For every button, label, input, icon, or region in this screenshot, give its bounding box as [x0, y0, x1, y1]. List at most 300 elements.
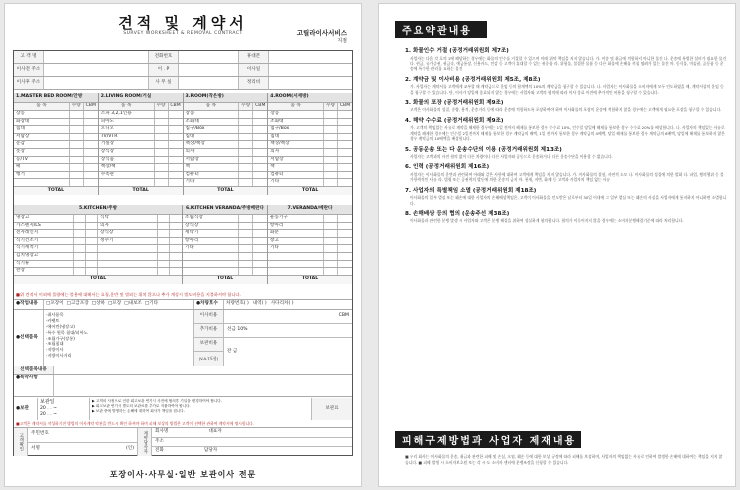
qty-cell[interactable] — [324, 111, 338, 118]
cell-field[interactable] — [269, 51, 352, 63]
qty-cell[interactable] — [158, 238, 170, 245]
pickup-field[interactable] — [179, 64, 239, 76]
qty-cell[interactable] — [239, 111, 253, 118]
qty-cell[interactable] — [239, 253, 253, 260]
cbm-cell[interactable] — [170, 215, 182, 222]
col-header: 수량 — [239, 103, 253, 110]
item-label: 거실장 — [99, 141, 155, 148]
company-address-row[interactable] — [152, 438, 352, 448]
qty-cell[interactable] — [155, 111, 169, 118]
col-header: 품 목 — [14, 103, 70, 110]
table-row — [183, 245, 267, 253]
room-header: 2.LIVING ROOM/거실 — [99, 93, 183, 103]
table-row — [268, 253, 352, 261]
move-date-label: 이사일 — [239, 64, 269, 76]
qty-cell[interactable] — [158, 223, 170, 230]
cbm-cell[interactable] — [169, 164, 183, 171]
phone-field[interactable] — [179, 51, 239, 63]
customer-name-field[interactable] — [44, 51, 149, 63]
cbm-cell[interactable] — [253, 245, 267, 252]
item-label: 장식품 — [99, 157, 155, 164]
term-section — [405, 145, 727, 160]
storage-notes — [90, 398, 312, 420]
cbm-cell[interactable] — [253, 149, 267, 156]
remark-label: ●특약사항 — [14, 375, 54, 396]
work-type-option[interactable]: □고급포장 — [66, 301, 89, 307]
qty-cell[interactable] — [324, 126, 338, 133]
item-label — [14, 179, 70, 186]
cbm-cell[interactable] — [169, 119, 183, 126]
qty-cell[interactable] — [158, 245, 170, 252]
cbm-cell[interactable] — [253, 179, 267, 186]
table-row — [268, 141, 352, 149]
table-row — [183, 268, 267, 276]
company-name-row[interactable] — [152, 428, 352, 438]
charge-item[interactable]: ·특수 원목 침대/피아노 — [46, 329, 88, 335]
qty-cell[interactable] — [155, 164, 169, 171]
table-row — [183, 223, 267, 231]
cbm-cell[interactable] — [338, 238, 352, 245]
cbm-cell[interactable] — [253, 134, 267, 141]
qty-cell[interactable] — [239, 230, 253, 237]
item-label — [268, 253, 324, 260]
item-label: 책상/책장 — [268, 141, 324, 148]
work-type-option[interactable]: □내보조 — [124, 301, 142, 307]
qty-cell[interactable] — [324, 149, 338, 156]
special-label: 선택품목내용 — [14, 366, 54, 374]
storage-to: 20 . . ~ — [40, 412, 57, 418]
qty-cell[interactable] — [70, 141, 84, 148]
qty-cell[interactable] — [239, 261, 253, 268]
qty-cell[interactable] — [70, 164, 84, 171]
cbm-cell[interactable] — [253, 261, 267, 268]
term-body: 사업자는 이사화물의 운반과 관련하여 아래와 같은 사항에 대하여 고객에게 책임을 지지 않습니다. 가. 이사화물의 결함, 자연적 소모 나. 이사화물의 성질에 의한 발화 다. 파업, 쟁의행위 등 불가항력적인 사유 라. 법령 또는 공권력의 발동에 의한 운송의 금지 마. 천재, 지변, 화재 등 고객과 사업자의 책임 없는 사유 — [410, 171, 724, 183]
cbm-cell[interactable] — [169, 134, 183, 141]
storage-period[interactable] — [38, 398, 90, 420]
table-row — [14, 164, 98, 172]
charge-item[interactable]: ·조립가구(장롱) — [46, 335, 75, 341]
room-section — [14, 93, 99, 195]
qty-cell[interactable] — [158, 253, 170, 260]
qty-cell[interactable] — [74, 245, 86, 252]
vehicle-field[interactable]: 사다리차( ) — [270, 301, 294, 307]
work-type-option[interactable]: □포장이 — [46, 301, 64, 307]
qty-cell[interactable] — [155, 126, 169, 133]
qty-cell[interactable] — [155, 119, 169, 126]
cbm-cell[interactable] — [338, 245, 352, 252]
room-total: TOTAL — [184, 187, 268, 195]
table-row — [268, 134, 352, 142]
item-label: 찬장 — [14, 268, 74, 275]
charge-item[interactable]: ·지방이사거리 — [46, 353, 72, 359]
vehicle-field[interactable]: 내역( ) — [252, 301, 267, 307]
cbm-cell[interactable] — [253, 111, 267, 118]
table-row — [184, 149, 268, 157]
special-field[interactable] — [54, 366, 352, 374]
kitchen-total: TOTAL — [183, 276, 267, 284]
table-row — [14, 111, 98, 119]
qty-cell[interactable] — [155, 141, 169, 148]
qty-cell[interactable] — [158, 230, 170, 237]
cbm-cell[interactable] — [338, 253, 352, 260]
work-type-option[interactable]: □상하 — [91, 301, 105, 307]
customer-sign-row[interactable] — [28, 443, 137, 457]
item-label: 화분 — [268, 230, 324, 237]
table-row — [14, 179, 98, 187]
customer-id-row[interactable] — [28, 428, 137, 443]
cbm-cell[interactable] — [338, 261, 352, 268]
qty-cell[interactable] — [155, 134, 169, 141]
item-label: 장식장 — [183, 223, 239, 230]
table-row — [268, 172, 352, 180]
notice-row — [14, 291, 352, 310]
cbm-cell[interactable] — [338, 126, 352, 133]
item-label: 책장/책 — [99, 164, 155, 171]
term-section — [405, 116, 727, 142]
worksheet-page — [4, 3, 362, 487]
qty-cell[interactable] — [324, 172, 338, 179]
cbm-cell[interactable] — [253, 126, 267, 133]
cbm-cell[interactable] — [86, 253, 98, 260]
item-label: 운동기구 — [268, 215, 324, 222]
company-address-label: 주소 — [155, 438, 164, 444]
cbm-cell[interactable] — [84, 157, 98, 164]
cbm-cell[interactable] — [86, 261, 98, 268]
qty-cell[interactable] — [158, 261, 170, 268]
storage-date-label: 보관일 — [40, 399, 55, 405]
table-row — [99, 179, 183, 187]
col-header: 수량 — [324, 103, 338, 110]
office-field[interactable] — [179, 77, 239, 89]
qty-cell[interactable] — [324, 215, 338, 222]
cbm-cell[interactable] — [86, 245, 98, 252]
work-type-option[interactable]: □포장 — [107, 301, 122, 307]
cbm-cell[interactable] — [169, 179, 183, 186]
item-label: 조립식장 — [183, 215, 239, 222]
qty-cell[interactable] — [74, 261, 86, 268]
cbm-cell[interactable] — [169, 111, 183, 118]
qty-cell[interactable] — [239, 179, 253, 186]
item-label: 침구/Box — [268, 126, 324, 133]
qty-cell[interactable] — [324, 238, 338, 245]
cbm-cell[interactable] — [170, 268, 182, 275]
qty-cell[interactable] — [324, 179, 338, 186]
table-row — [268, 164, 352, 172]
table-row — [268, 230, 352, 238]
charge-item[interactable]: ·카펫트 — [46, 317, 60, 323]
qty-cell[interactable] — [239, 149, 253, 156]
cbm-cell[interactable] — [338, 111, 352, 118]
qty-cell[interactable] — [324, 157, 338, 164]
balance-label: 잔 금 — [227, 348, 238, 354]
cbm-cell[interactable] — [84, 126, 98, 133]
term-section — [405, 162, 727, 182]
qty-cell[interactable] — [239, 141, 253, 148]
item-label: 기타 — [183, 245, 239, 252]
charge-item[interactable]: ·조립침대 — [46, 341, 64, 347]
table-row — [184, 134, 268, 142]
table-row — [14, 230, 182, 238]
qty-cell[interactable] — [70, 157, 84, 164]
work-type-options[interactable] — [44, 300, 194, 309]
office-label: 사 무 실 — [149, 77, 179, 89]
cbm-cell[interactable] — [84, 149, 98, 156]
remark-field[interactable] — [54, 375, 352, 396]
person-in-charge-label: 담당자 — [203, 448, 218, 454]
table-row — [99, 126, 183, 134]
remarks-block — [14, 366, 352, 397]
charge-item[interactable]: ·에어컨(냉장고) — [46, 323, 75, 329]
cbm-cell[interactable] — [338, 164, 352, 171]
customer-seal: (인) — [125, 445, 134, 451]
cbm-cell[interactable] — [86, 215, 98, 222]
cbm-cell[interactable] — [338, 141, 352, 148]
form-frame — [13, 50, 353, 456]
qty-cell[interactable] — [324, 223, 338, 230]
contract-note: ■고객은 계약서를 작성하기전 방법의 이사계약 약관을 반드시 확인 하셔야 하며 피해 보상의 방법은 고객이 선택한 관하여 계약서에 명시합니다. — [16, 420, 255, 426]
cbm-cell[interactable] — [170, 261, 182, 268]
term-body: 이사화물과 관련한 분쟁 발생 시 사업자와 고객은 분쟁 해결을 위하여 성실하게 협의합니다. 협의가 이루어지지 않을 경우에는 소비자분쟁해결기준에 따라 처리합니다. — [410, 218, 684, 224]
form-title: 견적 및 계약서 — [118, 14, 248, 32]
table-row — [183, 230, 267, 238]
qty-cell[interactable] — [155, 149, 169, 156]
table-row — [14, 126, 98, 134]
room-col-header — [99, 103, 183, 111]
qty-cell[interactable] — [324, 119, 338, 126]
qty-cell[interactable] — [324, 134, 338, 141]
qty-cell[interactable] — [70, 119, 84, 126]
cbm-cell[interactable] — [338, 223, 352, 230]
cbm-cell[interactable] — [170, 238, 182, 245]
cbm-cell[interactable] — [253, 157, 267, 164]
cbm-cell[interactable] — [86, 223, 98, 230]
cbm-cell[interactable] — [170, 230, 182, 237]
qty-cell[interactable] — [70, 149, 84, 156]
qty-cell[interactable] — [70, 172, 84, 179]
cbm-cell[interactable] — [170, 253, 182, 260]
qty-cell[interactable] — [324, 261, 338, 268]
cbm-cell[interactable] — [84, 172, 98, 179]
deposit-field[interactable] — [224, 324, 352, 338]
qty-cell[interactable] — [239, 268, 253, 275]
origin-address-field[interactable] — [44, 64, 149, 76]
qty-cell[interactable] — [70, 126, 84, 133]
cbm-cell[interactable] — [253, 141, 267, 148]
cbm-cell[interactable] — [338, 149, 352, 156]
item-label: 책 — [184, 164, 240, 171]
vehicle-label: ●차량호수 — [194, 300, 224, 309]
term-title: 7. 사업자의 특별책임 소멸 (공정거래위원회 제18조) — [405, 187, 537, 194]
pickup-label: 이 . P — [149, 64, 179, 76]
room-section — [99, 93, 184, 195]
cbm-cell[interactable] — [253, 223, 267, 230]
item-label — [98, 261, 158, 268]
item-label: 서랍장 — [14, 134, 70, 141]
cbm-cell[interactable] — [169, 149, 183, 156]
fee-field[interactable] — [269, 77, 352, 89]
item-label: 서랍장 — [268, 157, 324, 164]
item-label: 항아리 — [183, 238, 239, 245]
term-body: 사업자는 다음 각 호의 1에 해당하는 경우에는 화물의 인수를 거절할 수 있으며 이때 위약 책임을 지지 않습니다. 가. 이송 및 취급에 적합하지 아니한 물건 나. 운송에 특별한 설비가 필요한 물건 다. 현금, 유가증권, 귀금속, 예금통장, 신용카드, 인감 등 고객이 휴대할 수 있는 귀중품 라. 위험물, 불결한 물품 등 다른 화물에 손해를 끼칠 염려가 있는 물건 마. 동식물, 미술품, 골동품 등 운송에 특수한 관리를 요하는 물건 — [410, 55, 727, 72]
kitchen-header: 6.KITCHEN VERANDA/주방베란다 — [183, 205, 267, 215]
qty-cell[interactable] — [239, 245, 253, 252]
dest-address-label: 이사후 주소 — [14, 77, 44, 89]
cbm-cell[interactable] — [86, 268, 98, 275]
table-row — [14, 261, 182, 269]
qty-cell[interactable] — [239, 164, 253, 171]
cbm-cell[interactable] — [169, 141, 183, 148]
vehicle-field[interactable]: 차량번호( ) — [226, 301, 249, 307]
item-label: 가스렌지/LS — [14, 223, 74, 230]
qty-cell[interactable] — [324, 141, 338, 148]
qty-cell[interactable] — [74, 253, 86, 260]
sign-label: 서명 — [31, 445, 40, 451]
cbm-cell[interactable] — [169, 172, 183, 179]
work-type-option[interactable]: □기타 — [144, 301, 159, 307]
dest-address-field[interactable] — [44, 77, 149, 89]
cbm-cell[interactable] — [338, 179, 352, 186]
table-row — [183, 238, 267, 246]
cbm-cell[interactable] — [253, 215, 267, 222]
table-row — [268, 238, 352, 246]
room-col-header — [184, 103, 268, 111]
company-phone-row[interactable] — [152, 447, 352, 456]
cbm-cell[interactable] — [84, 119, 98, 126]
move-date-field[interactable] — [269, 64, 352, 76]
item-label: 장농 — [268, 111, 324, 118]
cbm-cell[interactable] — [253, 119, 267, 126]
col-header: 수량 — [155, 103, 169, 110]
qty-cell[interactable] — [239, 157, 253, 164]
remedy-banner: 피해구제방법과 사업자 제재내용 — [395, 431, 581, 448]
item-label: 정수기 — [98, 238, 158, 245]
qty-cell[interactable] — [74, 223, 86, 230]
item-label: 조화대 — [268, 119, 324, 126]
item-label: 책상/책장 — [184, 141, 240, 148]
qty-cell[interactable] — [74, 268, 86, 275]
qty-cell[interactable] — [239, 119, 253, 126]
storage-fee-label: 보관비용 — [194, 338, 223, 352]
table-row — [268, 215, 352, 223]
qty-cell[interactable] — [70, 134, 84, 141]
room-col-header — [268, 103, 352, 111]
cbm-cell[interactable] — [253, 253, 267, 260]
qty-cell[interactable] — [155, 179, 169, 186]
qty-cell[interactable] — [74, 238, 86, 245]
table-row — [184, 119, 268, 127]
charge-item[interactable]: ·지방이사 — [46, 347, 64, 353]
cbm-cell[interactable] — [253, 172, 267, 179]
qty-cell[interactable] — [74, 230, 86, 237]
qty-cell[interactable] — [324, 245, 338, 252]
cbm-cell[interactable] — [253, 164, 267, 171]
cbm-cell[interactable] — [338, 157, 352, 164]
item-label: 행거 — [14, 172, 70, 179]
cbm-cell[interactable] — [338, 119, 352, 126]
storage-fee-cell[interactable]: 보관료 — [312, 398, 352, 420]
cbm-cell[interactable] — [338, 230, 352, 237]
terms-list — [405, 46, 727, 227]
item-label: 장식장 — [98, 230, 158, 237]
cbm-cell[interactable] — [253, 230, 267, 237]
charge-item[interactable]: ·취사품목 — [46, 312, 64, 317]
qty-cell[interactable] — [70, 111, 84, 118]
branch-label: 지점 — [337, 38, 347, 44]
qty-cell[interactable] — [324, 164, 338, 171]
cbm-cell[interactable] — [338, 268, 352, 275]
storage-block — [14, 398, 352, 420]
cbm-cell[interactable] — [84, 179, 98, 186]
qty-cell[interactable] — [158, 268, 170, 275]
item-label: 패 — [14, 164, 70, 171]
cbm-cell[interactable] — [86, 230, 98, 237]
cbm-cell[interactable] — [170, 223, 182, 230]
worksheet-header — [5, 4, 361, 46]
item-label: 수족관 — [99, 172, 155, 179]
qty-cell[interactable] — [239, 223, 253, 230]
cbm-cell[interactable] — [84, 111, 98, 118]
table-row — [99, 134, 183, 142]
cbm-cell[interactable] — [170, 245, 182, 252]
qty-cell[interactable] — [155, 172, 169, 179]
col-header: 품 목 — [268, 103, 324, 110]
cbm-cell[interactable] — [169, 157, 183, 164]
table-row — [14, 134, 98, 142]
storage-note: ▶ 보관 중에 발생하는 손해에 대하여 회사가 책임을 집니다. — [92, 409, 185, 414]
qty-cell[interactable] — [324, 268, 338, 275]
table-row — [268, 157, 352, 165]
cbm-cell[interactable] — [253, 238, 267, 245]
cbm-cell[interactable] — [86, 238, 98, 245]
qty-cell[interactable] — [324, 253, 338, 260]
cbm-cell[interactable] — [338, 134, 352, 141]
qty-cell[interactable] — [158, 215, 170, 222]
qty-cell[interactable] — [239, 238, 253, 245]
table-row — [184, 141, 268, 149]
vehicle-fields[interactable] — [224, 300, 352, 309]
cbm-cell[interactable] — [253, 268, 267, 275]
qty-cell[interactable] — [324, 230, 338, 237]
cbm-cell[interactable] — [84, 134, 98, 141]
qty-cell[interactable] — [70, 179, 84, 186]
qty-cell[interactable] — [239, 172, 253, 179]
cbm-cell[interactable] — [338, 172, 352, 179]
cbm-cell[interactable] — [169, 126, 183, 133]
item-label: 오디오 — [99, 126, 155, 133]
table-row — [268, 111, 352, 119]
qty-cell[interactable] — [239, 215, 253, 222]
qty-cell[interactable] — [239, 126, 253, 133]
table-row — [184, 126, 268, 134]
customer-info — [14, 51, 352, 90]
term-title: 1. 화물인수 거절 (공정거래위원회 제7조) — [405, 48, 509, 54]
cbm-cell[interactable] — [84, 164, 98, 171]
balance-field[interactable] — [224, 338, 352, 366]
cbm-cell[interactable] — [338, 215, 352, 222]
table-row — [184, 157, 268, 165]
col-header: 수량 — [70, 103, 84, 110]
cbm-cell[interactable] — [84, 141, 98, 148]
remedy-text: ■ 우리 회사는 이사화물의 운송, 취급과 관련한 피해 및 손실, 오염, 훼손 등에 대한 보상 규정에 따라 피해를 보상하며, 사업자의 책임없는 사유로 인하여 발생한 손해에 대하여는 책임을 지지 않습니다. ■ 피해 발생 시 소비자보호원 또는 각 시·도 소비자 센터에 분쟁조정을 신청할 수 있습니다. — [405, 454, 723, 465]
term-title: 4. 해약 수수료 (공정거래위원회 제9조) — [405, 117, 504, 124]
qty-cell[interactable] — [239, 134, 253, 141]
item-label — [268, 268, 324, 275]
table-row — [99, 149, 183, 157]
qty-cell[interactable] — [155, 157, 169, 164]
base-fee-field[interactable] — [224, 310, 352, 324]
table-row — [184, 179, 268, 187]
qty-cell[interactable] — [74, 215, 86, 222]
